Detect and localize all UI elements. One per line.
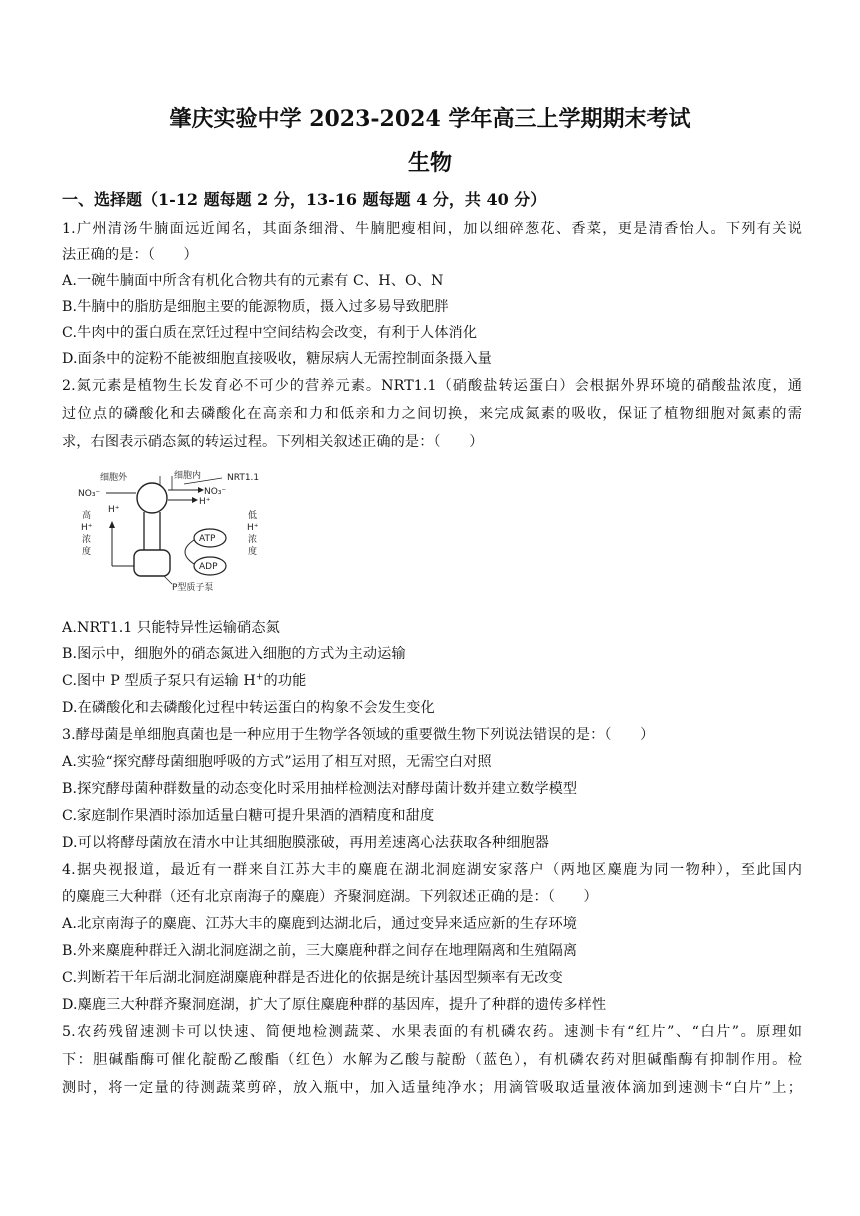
fig-low-1: 低 xyxy=(248,511,258,521)
q2-option-c-post: 的功能 xyxy=(263,673,307,689)
q2-option-d: D.在磷酸化和去磷酸化过程中转运蛋白的构象不会发生变化 xyxy=(62,700,435,716)
q1-option-c: C.牛肉中的蛋白质在烹饪过程中空间结构会改变，有利于人体消化 xyxy=(62,325,478,341)
q3-option-b: B.探究酵母菌种群数量的动态变化时采用抽样检测法对酵母菌计数并建立数学模型 xyxy=(62,781,578,797)
q2-option-b: B.图示中，细胞外的硝态氮进入细胞的方式为主动运输 xyxy=(62,646,406,662)
fig-pump-label: P型质子泵 xyxy=(172,583,214,593)
q1-option-b: B.牛腩中的脂肪是细胞主要的能源物质，摄入过多易导致肥胖 xyxy=(62,299,449,315)
q3-option-a: A.实验“探究酵母菌细胞呼吸的方式”运用了相互对照，无需空白对照 xyxy=(62,754,492,770)
q2-option-c-pre: C.图中 P 型质子泵只有运输 H xyxy=(62,673,256,689)
q2-stem-line3: 求，右图表示硝态氮的转运过程。下列相关叙述正确的是：（ ） xyxy=(62,434,484,450)
fig-high-2: H⁺ xyxy=(81,523,93,533)
q4-stem-line1: 4.据央视报道，最近有一群来自江苏大丰的麋鹿在湖北洞庭湖安家落户（两地区麋鹿为同一物种），至此国内 xyxy=(62,862,802,878)
q2-stem-line2: 过位点的磷酸化和去磷酸化在高亲和力和低亲和力之间切换，来完成氮素的吸收，保证了植物细胞对氮素的需 xyxy=(62,406,802,422)
fig-no3-inside: NO₃⁻ xyxy=(204,487,227,497)
q3-stem: 3.酵母菌是单细胞真菌也是一种应用于生物学各领域的重要微生物下列说法错误的是：（ ） xyxy=(62,727,655,743)
q5-stem-line1: 5.农药残留速测卡可以快速、简便地检测蔬菜、水果表面的有机磷农药。速测卡有“红片”、“白片”。原理如 xyxy=(62,1024,802,1040)
q3-option-d: D.可以将酵母菌放在清水中让其细胞膜涨破，再用差速离心法获取各种细胞器 xyxy=(62,835,550,851)
fig-transporter-label: NRT1.1 xyxy=(227,473,260,483)
fig-high-3: 浓 xyxy=(82,535,92,545)
q5-stem-line3: 测时，将一定量的待测蔬菜剪碎，放入瓶中，加入适量纯净水；用滴管吸取适量液体滴加到速测卡“白片”上； xyxy=(62,1080,802,1096)
q2-option-a: A.NRT1.1 只能特异性运输硝态氮 xyxy=(62,620,280,636)
q4-stem-line2: 的麋鹿三大种群（还有北京南海子的麋鹿）齐聚洞庭湖。下列叙述正确的是：（ ） xyxy=(62,889,598,905)
fig-low-3: 浓 xyxy=(248,535,258,545)
q3-option-c: C.家庭制作果酒时添加适量白糖可提升果酒的酒精度和甜度 xyxy=(62,808,435,824)
fig-low-2: H⁺ xyxy=(247,523,259,533)
q4-option-a: A.北京南海子的麋鹿、江苏大丰的麋鹿到达湖北后，通过变异来适应新的生存环境 xyxy=(62,916,578,932)
fig-outside-label: 细胞外 xyxy=(100,473,128,483)
fig-pump-pointer xyxy=(164,576,172,584)
fig-atp-label: ATP xyxy=(199,534,216,544)
fig-no3-outside: NO₃⁻ xyxy=(78,489,101,499)
subject-title: 生物 xyxy=(407,150,452,176)
q1-option-a: A.一碗牛腩面中所含有机化合物共有的元素有 C、H、O、N xyxy=(62,273,444,289)
fig-adp-label: ADP xyxy=(199,562,218,572)
section-heading: 一、选择题（1-12 题每题 2 分，13-16 题每题 4 分，共 40 分） xyxy=(62,190,547,209)
q2-option-c-sup: + xyxy=(255,672,264,683)
fig-inside-label: 细胞内 xyxy=(174,471,202,481)
fig-high-4: 度 xyxy=(82,547,92,557)
q4-option-d: D.麋鹿三大种群齐聚洞庭湖，扩大了原住麋鹿种群的基因库，提升了种群的遗传多样性 xyxy=(62,997,607,1013)
fig-low-4: 度 xyxy=(248,547,258,557)
q4-option-b: B.外来麋鹿种群迁入湖北洞庭湖之前，三大麋鹿种群之间存在地理隔离和生殖隔离 xyxy=(62,943,578,959)
exam-title: 肇庆实验中学 2023-2024 学年高三上学期期末考试 xyxy=(169,106,691,132)
fig-h-inside: H⁺ xyxy=(199,497,211,507)
nrt-transporter-shape xyxy=(137,483,167,513)
q5-stem-line2: 下：胆碱酯酶可催化靛酚乙酸酯（红色）水解为乙酸与靛酚（蓝色），有机磷农药对胆碱酯酶有抑制作用。检 xyxy=(62,1052,802,1068)
q1-stem-line1: 1.广州清汤牛腩面远近闻名，其面条细滑、牛腩肥瘦相间，加以细碎葱花、香菜，更是清香怡人。下列有关说 xyxy=(62,221,802,237)
q2-stem-line1: 2.氮元素是植物生长发育必不可少的营养元素。NRT1.1（硝酸盐转运蛋白）会根据外界环境的硝酸盐浓度，通 xyxy=(62,378,802,394)
q2-option-c xyxy=(62,670,802,690)
fig-arrowhead-3 xyxy=(109,521,115,528)
q4-option-c: C.判断若干年后湖北洞庭湖麋鹿种群是否进化的依据是统计基因型频率有无改变 xyxy=(62,970,563,986)
q1-stem-line2: 法正确的是：（ ） xyxy=(62,247,198,263)
nitrate-transport-figure xyxy=(72,466,282,596)
fig-atp-adp-curve xyxy=(185,540,194,564)
q1-option-d: D.面条中的淀粉不能被细胞直接吸收，糖尿病人无需控制面条摄入量 xyxy=(62,351,492,367)
fig-h-outside: H⁺ xyxy=(108,505,120,515)
fig-high-1: 高 xyxy=(82,511,92,521)
fig-arrowhead-2 xyxy=(192,497,198,503)
p-type-pump-shape xyxy=(134,550,170,576)
